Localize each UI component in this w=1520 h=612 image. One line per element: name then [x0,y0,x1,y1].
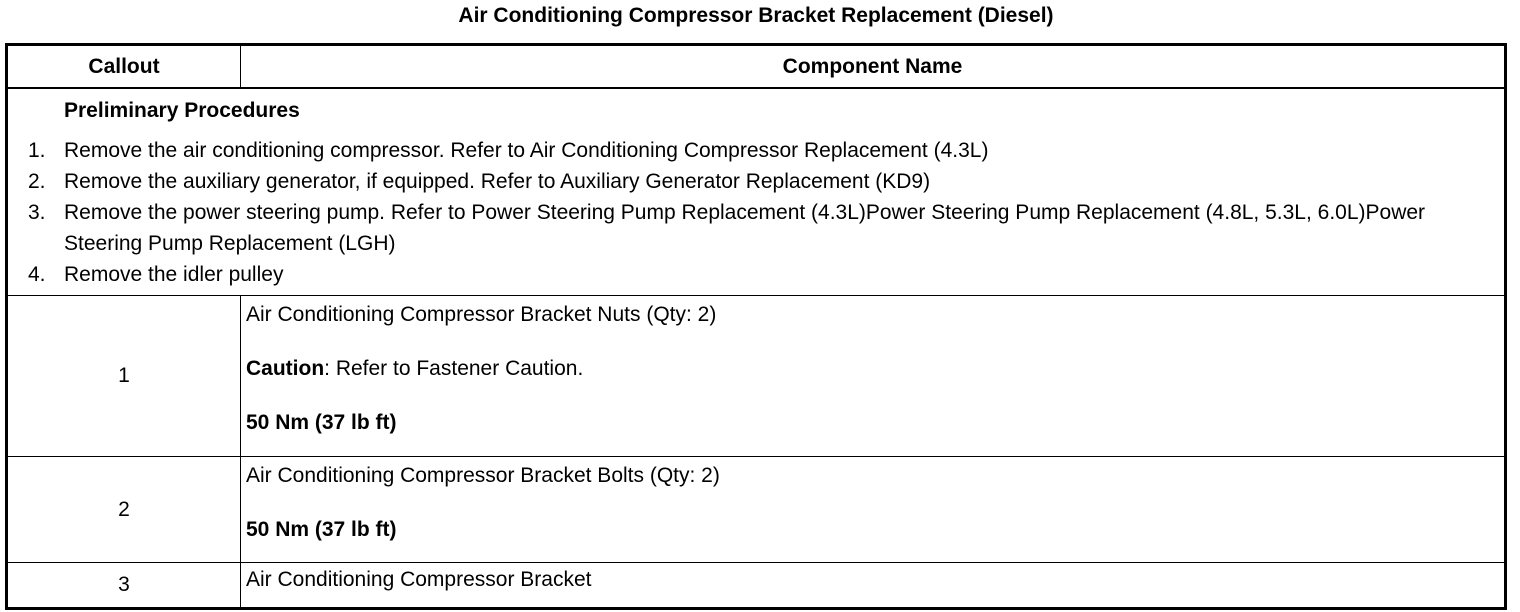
table-row [7,457,1506,563]
procedure-table [5,43,1507,610]
step-number: 1. [28,139,46,162]
step-text: Remove the idler pulley [64,263,284,286]
list-item [28,197,1486,259]
step-number: 4. [28,263,46,286]
table-row [7,296,1506,457]
component-cell [241,296,1506,457]
component-name: Air Conditioning Compressor Bracket Bolts (Qty: 2) [246,464,720,487]
caution-text: : Refer to Fastener Caution. [324,357,584,380]
component-cell [241,457,1506,563]
component-name: Air Conditioning Compressor Bracket [246,568,592,591]
preliminary-row [7,88,1506,296]
callout-header: Callout [7,45,241,89]
step-text: Remove the auxiliary generator, if equipped. Refer to Auxiliary Generator Replacement (KD9) [64,170,931,193]
caution-note [246,354,1498,384]
preliminary-procedures [7,88,1506,296]
list-item [28,135,1486,166]
document-title: Air Conditioning Compressor Bracket Replacement (Diesel) [458,4,1054,27]
callout-number: 2 [7,457,241,563]
preliminary-heading: Preliminary Procedures [64,99,300,122]
preliminary-steps-list [28,135,1486,290]
list-item [28,259,1486,290]
caution-label: Caution [246,357,325,380]
table-row [7,563,1506,609]
list-item [28,166,1486,197]
component-cell [241,563,1506,609]
step-text: Remove the power steering pump. Refer to Power Steering Pump Replacement (4.3L)Power Steering Pump Replacement (4.8L, 5.3L, 6.0L)Power Steering Pump Replacement (LGH) [64,201,1426,255]
component-name: Air Conditioning Compressor Bracket Nuts (Qty: 2) [246,303,717,326]
step-number: 2. [28,170,46,193]
step-text: Remove the air conditioning compressor. Refer to Air Conditioning Compressor Replacement (4.3L) [64,139,989,162]
torque-spec: 50 Nm (37 lb ft) [246,411,397,434]
callout-number: 3 [7,563,241,609]
step-number: 3. [28,201,46,224]
component-name-header: Component Name [241,45,1506,89]
callout-number: 1 [7,296,241,457]
table-header-row [7,45,1506,89]
torque-spec: 50 Nm (37 lb ft) [246,518,397,541]
